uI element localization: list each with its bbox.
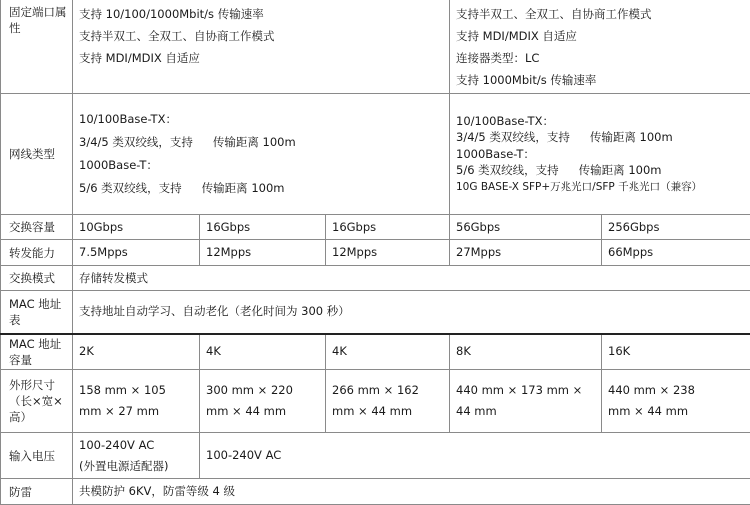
row-lightning (1, 479, 750, 505)
switch-capacity-cell: 56Gbps (450, 215, 602, 240)
forwarding-cell: 7.5Mpps (73, 240, 200, 266)
label-switch-capacity: 交换容量 (1, 215, 73, 240)
label-input-voltage: 输入电压 (1, 433, 73, 479)
label-mac-capacity: MAC 地址容量 (1, 334, 73, 370)
row-mac-capacity (1, 334, 750, 370)
dimensions-cell: 440 mm × 173 mm × 44 mm (450, 370, 602, 433)
label-fixed-port: 固定端口属性 (1, 0, 73, 94)
label-cable-type: 网线类型 (1, 94, 73, 215)
mac-capacity-cell: 2K (73, 334, 200, 370)
mac-capacity-cell: 4K (200, 334, 326, 370)
label-forwarding: 转发能力 (1, 240, 73, 266)
mac-capacity-cell: 4K (326, 334, 450, 370)
row-input-voltage (1, 433, 750, 479)
mac-table-value: 支持地址自动学习、自动老化（老化时间为 300 秒） (73, 291, 750, 334)
switch-capacity-cell: 16Gbps (326, 215, 450, 240)
row-switch-capacity (1, 215, 750, 240)
mac-capacity-cell: 16K (602, 334, 750, 370)
switch-capacity-cell: 10Gbps (73, 215, 200, 240)
dimensions-cell: 158 mm × 105 mm × 27 mm (73, 370, 200, 433)
lightning-value: 共模防护 6KV，防雷等级 4 级 (73, 479, 750, 505)
forwarding-cell: 12Mpps (326, 240, 450, 266)
row-mac-table (1, 291, 750, 334)
mac-capacity-cell: 8K (450, 334, 602, 370)
forwarding-cell: 27Mpps (450, 240, 602, 266)
voltage-first: 100-240V AC (外置电源适配器) (73, 433, 200, 479)
row-cable-type (1, 94, 750, 215)
switch-capacity-cell: 16Gbps (200, 215, 326, 240)
fixed-port-left: 支持 10/100/1000Mbit/s 传输速率 支持半双工、全双工、自协商工作模式 支持 MDI/MDIX 自适应 (73, 0, 450, 94)
cable-right: 10/100Base-TX： 3/4/5 类双绞线，支持 传输距离 100m 1000Base-T： 5/6 类双绞线，支持 传输距离 100m 10G BASE-X SFP+万兆光口/SFP 千兆光口（兼容） (450, 94, 750, 215)
dimensions-cell: 440 mm × 238 mm × 44 mm (602, 370, 750, 433)
voltage-rest: 100-240V AC (200, 433, 750, 479)
label-dimensions: 外形尺寸（长×宽×高） (1, 370, 73, 433)
dimensions-cell: 266 mm × 162 mm × 44 mm (326, 370, 450, 433)
label-mac-table: MAC 地址表 (1, 291, 73, 334)
switch-capacity-cell: 256Gbps (602, 215, 750, 240)
label-switch-mode: 交换模式 (1, 266, 73, 291)
row-dimensions (1, 370, 750, 433)
label-lightning: 防雷 (1, 479, 73, 505)
row-forwarding (1, 240, 750, 266)
row-switch-mode (1, 266, 750, 291)
forwarding-cell: 66Mpps (602, 240, 750, 266)
forwarding-cell: 12Mpps (200, 240, 326, 266)
cable-left: 10/100Base-TX： 3/4/5 类双绞线，支持 传输距离 100m 1000Base-T： 5/6 类双绞线，支持 传输距离 100m (73, 94, 450, 215)
dimensions-cell: 300 mm × 220 mm × 44 mm (200, 370, 326, 433)
fixed-port-right: 支持半双工、全双工、自协商工作模式 支持 MDI/MDIX 自适应 连接器类型：LC 支持 1000Mbit/s 传输速率 (450, 0, 750, 94)
row-fixed-port (1, 0, 750, 94)
switch-mode-value: 存储转发模式 (73, 266, 750, 291)
